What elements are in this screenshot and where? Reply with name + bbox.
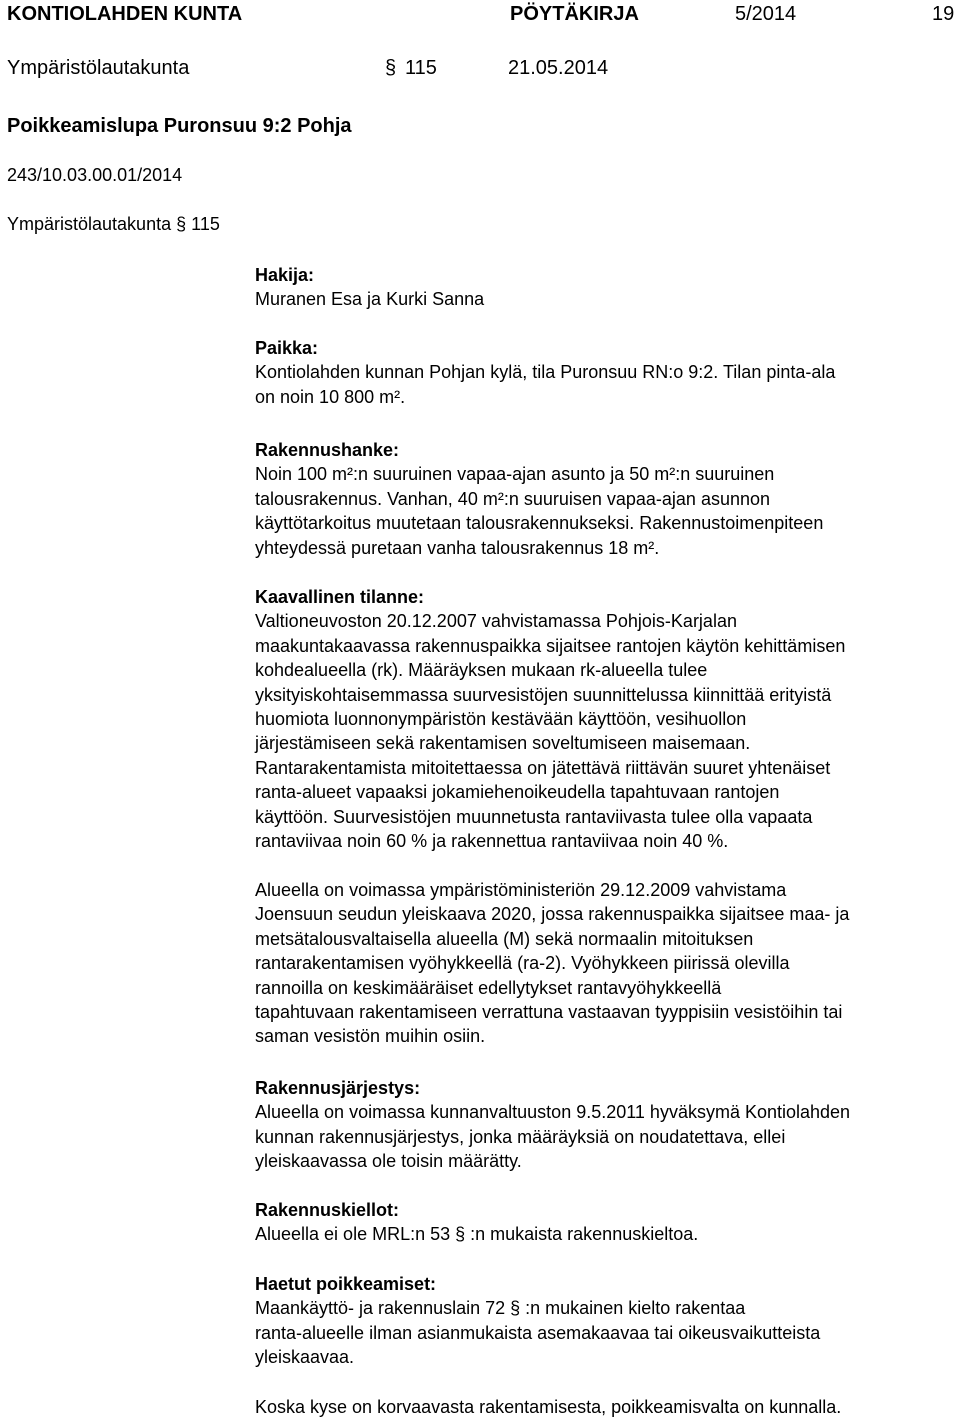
zoning-line: rantaviivaa noin 60 % ja rakennettua rantaviivaa noin 40 %. (255, 831, 729, 852)
location-line: Kontiolahden kunnan Pohjan kylä, tila Puronsuu RN:o 9:2. Tilan pinta-ala (255, 362, 836, 383)
building-code-line: kunnan rakennusjärjestys, jonka määräyksiä on noudatettava, ellei (255, 1126, 786, 1147)
applicant-line: Muranen Esa ja Kurki Sanna (255, 289, 485, 310)
project-line: Noin 100 m²:n suuruinen vapaa-ajan asunto ja 50 m²:n suuruinen (255, 464, 775, 485)
section-sign-icon: § (176, 214, 187, 234)
section-number: 115 (405, 57, 437, 79)
location-section (255, 336, 835, 409)
closing-section (255, 1395, 841, 1419)
zoning-line: Alueella on voimassa ympäristöministeriön 29.12.2009 vahvistama (255, 880, 787, 900)
applicant-heading: Hakija: (255, 265, 315, 285)
applicant-section (255, 263, 484, 312)
zoning-line: rannoilla on keskimääräiset edellytykset rantavyöhykkeellä (255, 977, 722, 998)
building-ban-line: Alueella ei ole MRL:n 53 § :n mukaista rakennuskieltoa. (255, 1224, 699, 1245)
meeting-date: 21.05.2014 (508, 57, 609, 79)
exceptions-line: yleiskaavaa. (255, 1347, 355, 1368)
building-code-section (255, 1076, 850, 1174)
zoning-heading: Kaavallinen tilanne: (255, 587, 425, 607)
exceptions-line: Maankäyttö- ja rakennuslain 72 § :n mukainen kielto rakentaa (255, 1298, 746, 1319)
committee-reference-section: 115 (191, 214, 220, 234)
building-code-heading: Rakennusjärjestys: (255, 1078, 421, 1098)
zoning-general-plan (255, 878, 849, 1049)
committee-reference-name: Ympäristölautakunta (7, 214, 172, 234)
zoning-line: järjestämiseen sekä rakentamisen soveltumiseen maisemaan. (255, 733, 751, 754)
exceptions-line: ranta-alueelle ilman asianmukaista asemakaavaa tai oikeusvaikutteista (255, 1322, 821, 1343)
building-ban-section (255, 1198, 698, 1247)
project-line: yhteydessä puretaan vanha talousrakennus 18 m². (255, 537, 660, 558)
zoning-line: Valtioneuvoston 20.12.2007 vahvistamassa Pohjois-Karjalan (255, 611, 737, 632)
record-number: 243/10.03.00.01/2014 (7, 165, 183, 185)
zoning-line: Joensuun seudun yleiskaava 2020, jossa rakennuspaikka sijaitsee maa- ja (255, 904, 850, 925)
page-number: 19 (932, 3, 955, 25)
project-section (255, 438, 823, 560)
zoning-line: kohdealueella (rk). Määräyksen mukaan rk-alueella tulee (255, 660, 708, 681)
zoning-line: huomiota luonnonympäristön kestävään käyttöön, vesihuollon (255, 709, 747, 730)
document-type: PÖYTÄKIRJA (510, 3, 639, 25)
zoning-line: metsätalousvaltaisella alueella (M) sekä normaalin mitoituksen (255, 928, 754, 949)
location-heading: Paikka: (255, 338, 319, 358)
matter-title: Poikkeamislupa Puronsuu 9:2 Pohja (7, 115, 352, 137)
zoning-line: maakuntakaavassa rakennuspaikka sijaitsee rantojen käytön kehittämisen (255, 635, 846, 656)
project-line: käyttötarkoitus muutetaan talousrakennukseksi. Rakennustoimenpiteen (255, 513, 824, 534)
zoning-line: käyttöön. Suurvesistöjen muunnetusta rantaviivasta tulee olla vapaata (255, 806, 813, 827)
project-line: talousrakennus. Vanhan, 40 m²:n suuruisen vapaa-ajan asunnon (255, 488, 771, 509)
building-code-line: yleiskaavassa ole toisin määrätty. (255, 1151, 522, 1172)
organization-name: KONTIOLAHDEN KUNTA (7, 3, 243, 25)
zoning-line: saman vesistön muihin osiin. (255, 1026, 486, 1047)
zoning-line: ranta-alueet vapaaksi jokamiehenoikeudella tapahtuvaan rantojen (255, 782, 780, 803)
zoning-line: Rantarakentamista mitoitettaessa on jätettävä riittävän suuret yhtenäiset (255, 757, 831, 778)
zoning-section (255, 585, 845, 853)
building-ban-heading: Rakennuskiellot: (255, 1200, 400, 1220)
location-line: on noin 10 800 m². (255, 386, 406, 407)
exceptions-heading: Haetut poikkeamiset: (255, 1274, 437, 1294)
zoning-line: tapahtuvaan rakentamiseen verrattuna vastaavan tyyppisiin vesistöihin tai (255, 1002, 843, 1023)
exceptions-section (255, 1272, 820, 1370)
zoning-line: rantarakentamisen vyöhykkeellä (ra-2). Vyöhykkeen piirissä olevilla (255, 953, 790, 974)
building-code-line: Alueella on voimassa kunnanvaltuuston 9.5.2011 hyväksymä Kontiolahden (255, 1102, 851, 1123)
document-number: 5/2014 (735, 3, 797, 25)
zoning-line: yksityiskohtaisemmassa suurvesistöjen suunnittelussa kiinnittää erityistä (255, 684, 832, 705)
project-heading: Rakennushanke: (255, 440, 400, 460)
section-sign-icon: § (385, 57, 397, 79)
committee-reference (7, 212, 220, 236)
committee-name: Ympäristölautakunta (7, 57, 190, 79)
closing-line: Koska kyse on korvaavasta rakentamisesta, poikkeamisvalta on kunnalla. (255, 1397, 842, 1417)
